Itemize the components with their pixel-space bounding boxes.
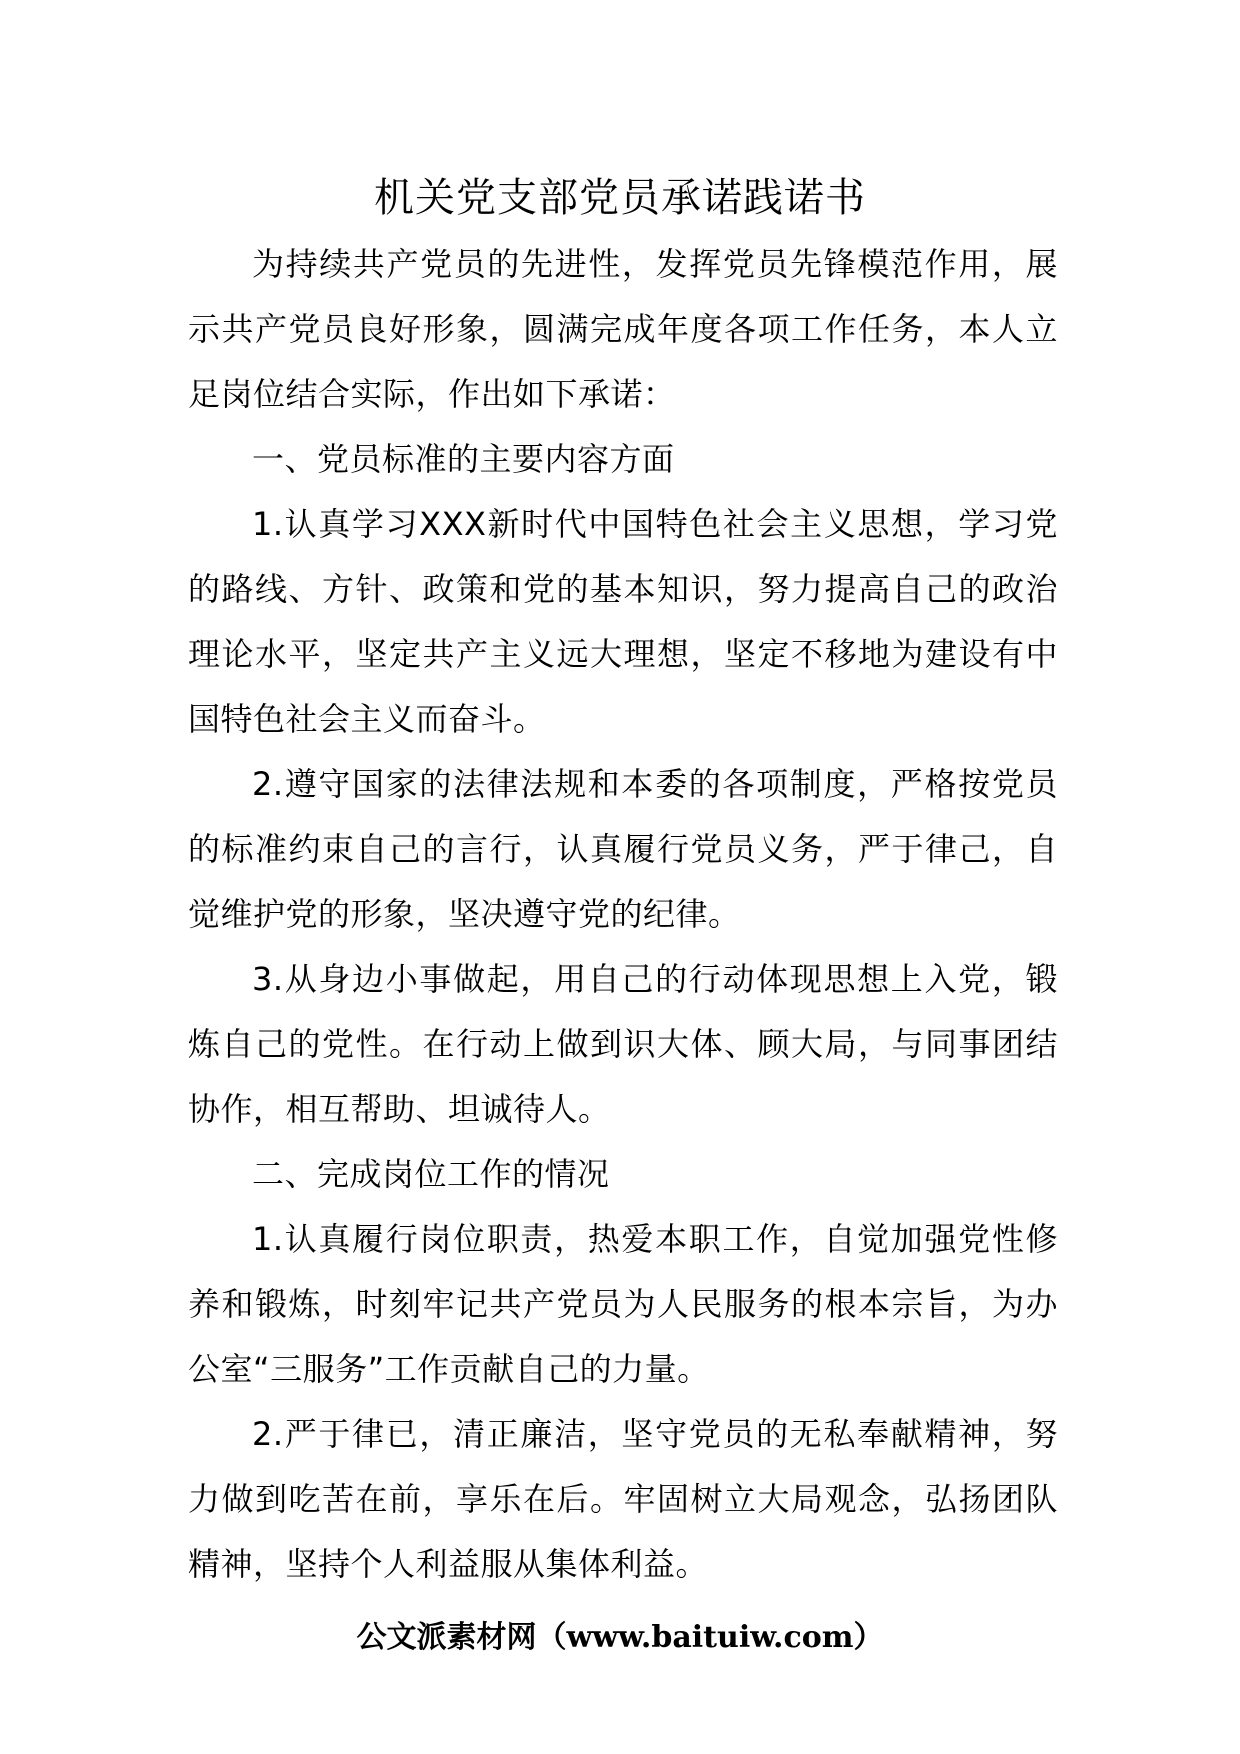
document-title: 机关党支部党员承诺践诺书 <box>374 175 866 221</box>
section-heading-1: 一、党员标准的主要内容方面 <box>252 440 675 478</box>
section-2-item-1: 1.认真履行岗位职责，热爱本职工作，自觉加强党性修养和锻炼，时刻牢记共产党员为人民服务的根本宗旨，为办公室“三服务”工作贡献自己的力量。 <box>188 1220 1058 1388</box>
section-1-item-2: 2.遵守国家的法律法规和本委的各项制度，严格按党员的标准约束自己的言行，认真履行党员义务，严于律己，自觉维护党的形象，坚决遵守党的纪律。 <box>188 765 1058 933</box>
intro-paragraph: 为持续共产党员的先进性，发挥党员先锋模范作用，展示共产党员良好形象，圆满完成年度各项工作任务，本人立足岗位结合实际，作出如下承诺： <box>188 245 1058 413</box>
document-body <box>188 232 1058 1597</box>
section-1-item-3: 3.从身边小事做起，用自己的行动体现思想上入党，锻炼自己的党性。在行动上做到识大体、顾大局，与同事团结协作，相互帮助、坦诚待人。 <box>188 960 1058 1128</box>
section-1-item-1: 1.认真学习XXX新时代中国特色社会主义思想，学习党的路线、方针、政策和党的基本知识，努力提高自己的政治理论水平，坚定共产主义远大理想，坚定不移地为建设有中国特色社会主义而奋斗。 <box>188 505 1058 738</box>
section-2-item-2: 2.严于律已，清正廉洁，坚守党员的无私奉献精神，努力做到吃苦在前，享乐在后。牢固树立大局观念，弘扬团队精神，坚持个人利益服从集体利益。 <box>188 1415 1058 1583</box>
footer-watermark: 公文派素材网（www.baituiw.com） <box>356 1620 884 1655</box>
section-heading-2: 二、完成岗位工作的情况 <box>252 1155 610 1193</box>
